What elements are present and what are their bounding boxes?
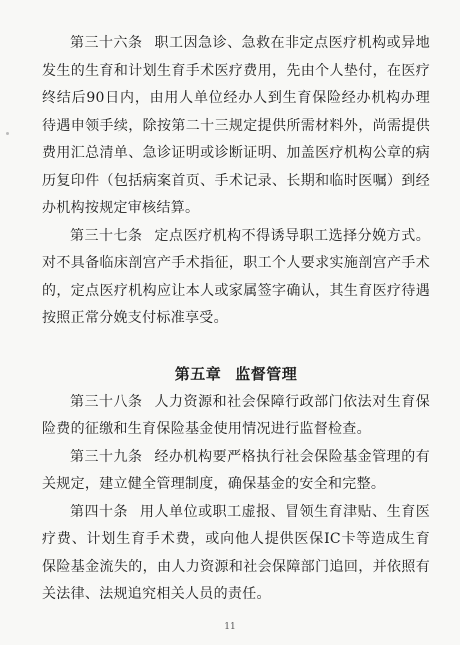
chapter-number: 第五章	[174, 364, 222, 383]
article-number: 第四十条	[70, 503, 129, 520]
scan-speck	[6, 132, 9, 135]
article-38	[42, 389, 430, 444]
article-text: 用人单位或职工虚报、冒领生育津贴、生育医疗费、计划生育手术费，或向他人提供医保IC卡等造成生育保险基金流失的，由人力资源和社会保障部门追回，并依照有关法律、法规追究相关人员的责任。	[42, 503, 431, 602]
article-number: 第三十九条	[70, 448, 143, 465]
article-number: 第三十八条	[70, 393, 143, 410]
article-text: 定点医疗机构不得诱导职工选择分娩方式。对不具备临床剖宫产手术指征，职工个人要求实施剖宫产手术的，定点医疗机构应让本人或家属签字确认，其生育医疗待遇按照正常分娩支付标准享受。	[42, 227, 430, 326]
article-36	[42, 30, 430, 223]
article-37	[42, 223, 430, 333]
article-text: 人力资源和社会保障行政部门依法对生育保险费的征缴和生育保险基金使用情况进行监督检查。	[42, 393, 430, 437]
article-number: 第三十七条	[70, 227, 143, 244]
article-number: 第三十六条	[70, 35, 143, 51]
chapter-heading	[42, 363, 430, 385]
page-number: 11	[224, 622, 236, 632]
article-39	[42, 444, 430, 499]
document-body	[42, 30, 430, 609]
article-text: 经办机构要严格执行社会保险基金管理的有关规定，建立健全管理制度，确保基金的安全和完整。	[42, 448, 430, 492]
article-40	[42, 499, 430, 609]
article-text: 职工因急诊、急救在非定点医疗机构或异地发生的生育和计划生育手术医疗费用，先由个人垫付，在医疗终结后90日内，由用人单位经办人到生育保险经办机构办理待遇申领手续，除按第二十三规定提供所需材料外，尚需提供费用汇总清单、急诊证明或诊断证明、加盖医疗机构公章的病历复印件（包括病案首页、手术记录、长期和临时医嘱）到经办机构按规定审核结算。	[42, 35, 430, 216]
chapter-title: 监督管理	[235, 364, 298, 383]
